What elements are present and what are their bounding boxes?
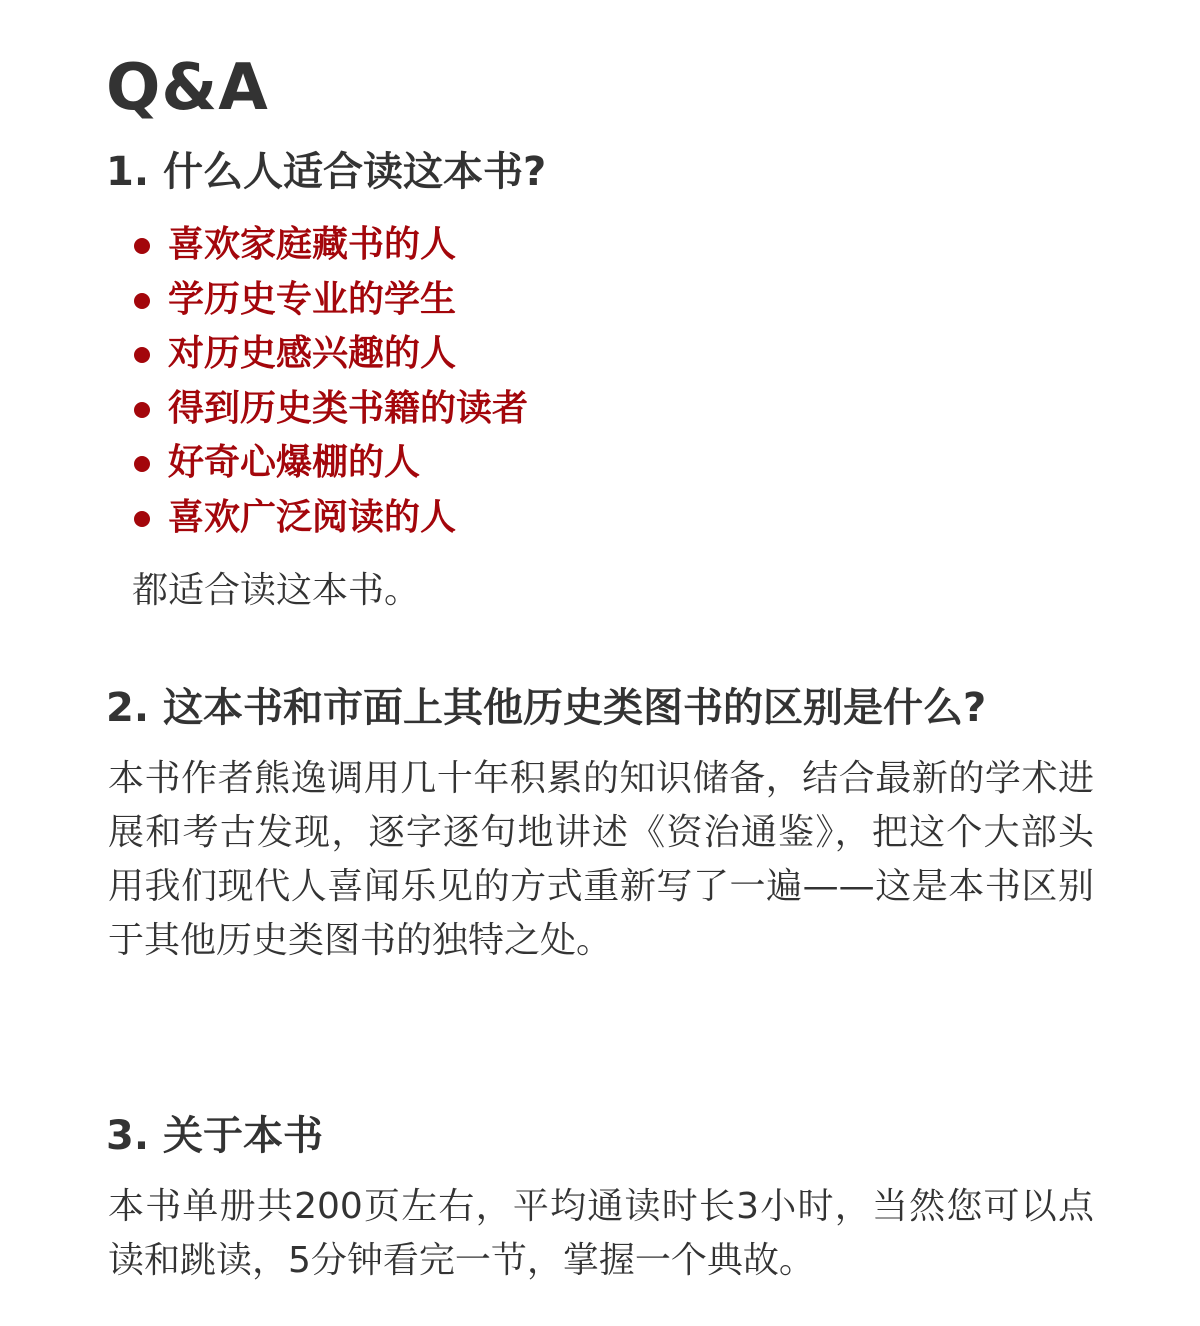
section-1-conclusion: 都适合读这本书。 <box>132 570 421 611</box>
section-3-heading: 3. 关于本书 <box>106 1113 323 1159</box>
bullet-icon <box>134 511 150 527</box>
list-item <box>132 218 528 273</box>
list-item-label: 得到历史类书籍的读者 <box>168 387 529 429</box>
list-item-label: 对历史感兴趣的人 <box>168 333 457 375</box>
bullet-icon <box>134 238 150 254</box>
list-item-label: 好奇心爆棚的人 <box>168 442 421 484</box>
list-item-label: 喜欢家庭藏书的人 <box>168 224 457 265</box>
section-2-heading: 2. 这本书和市面上其他历史类图书的区别是什么? <box>106 685 987 731</box>
bullet-icon <box>134 456 150 472</box>
section-1-heading: 1. 什么人适合读这本书? <box>106 149 547 195</box>
list-item <box>132 327 528 382</box>
list-item <box>132 491 528 546</box>
list-item-label: 喜欢广泛阅读的人 <box>168 496 457 538</box>
list-item <box>132 273 528 328</box>
bullet-icon <box>134 293 150 309</box>
audience-list <box>132 218 528 546</box>
page-title: Q&A <box>106 51 269 125</box>
bullet-icon <box>134 402 150 418</box>
list-item-label: 学历史专业的学生 <box>168 278 457 320</box>
section-3-body: 本书单册共200页左右，平均通读时长3小时，当然您可以点读和跳读，5分钟看完一节，掌握一个典故。 <box>108 1186 1094 1281</box>
list-item <box>132 436 528 491</box>
bullet-icon <box>134 347 150 363</box>
section-2-body: 本书作者熊逸调用几十年积累的知识储备，结合最新的学术进展和考古发现，逐字逐句地讲述《资治通鉴》，把这个大部头用我们现代人喜闻乐见的方式重新写了一遍——这是本书区别于其他历史类图书的独特之处。 <box>108 758 1094 961</box>
list-item <box>132 382 528 437</box>
